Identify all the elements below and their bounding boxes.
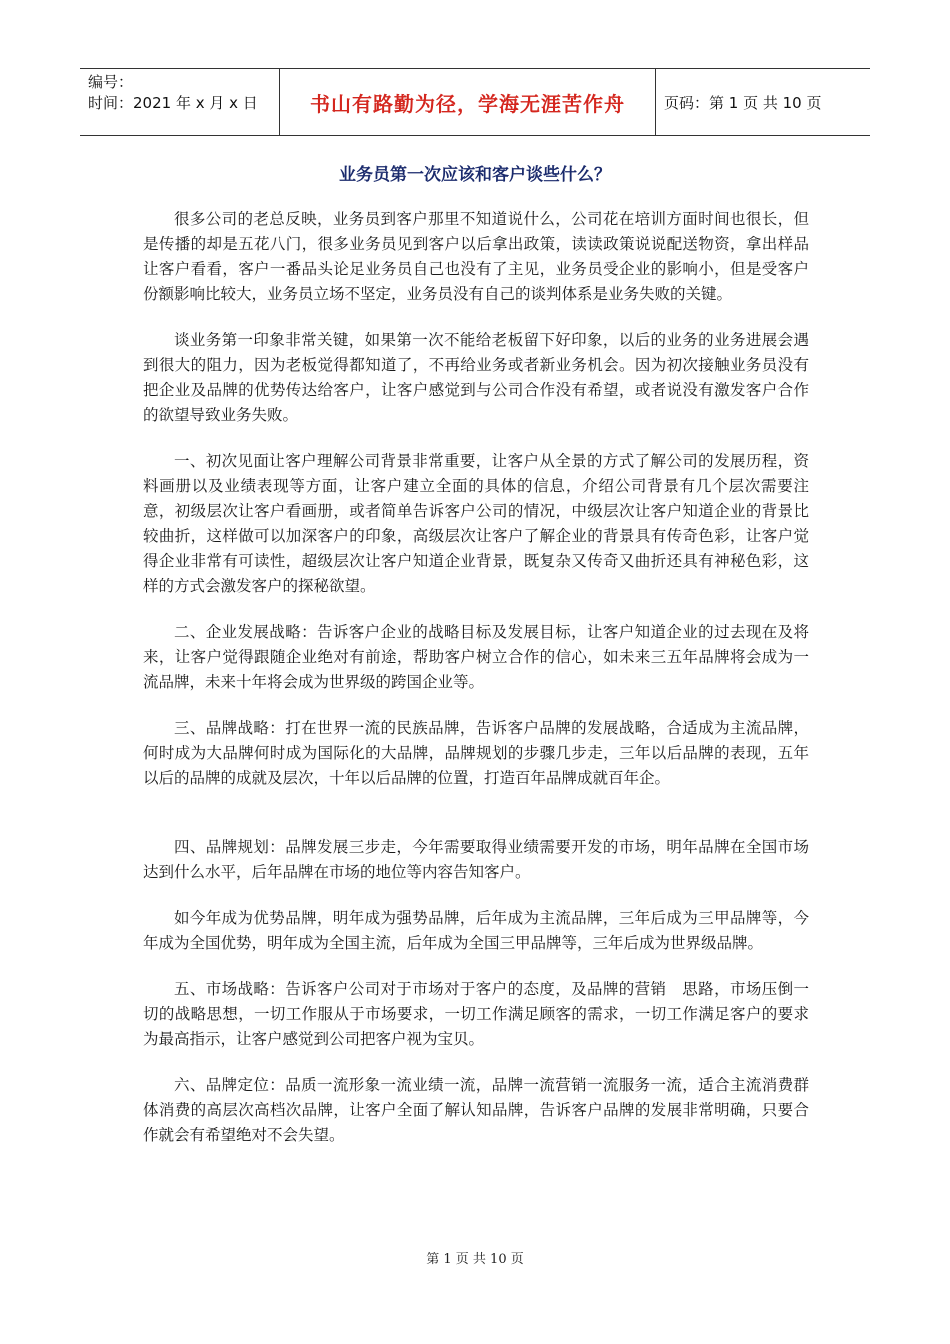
paragraph: 如今年成为优势品牌，明年成为强势品牌，后年成为主流品牌，三年后成为三甲品牌等，今年成为全国优势，明年成为全国主流，后年成为全国三甲品牌等，三年后成为世界级品牌。 [143,909,809,952]
header-page-info: 页码：第 1 页 共 10 页 [664,93,822,112]
paragraph: 一、初次见面让客户理解公司背景非常重要，让客户从全景的方式了解公司的发展历程，资料画册以及业绩表现等方面，让客户建立全面的具体的信息，介绍公司背景有几个层次需要注意，初级层次让客户看画册，或者简单告诉客户公司的情况，中级层次让客户知道企业的背景比较曲折，这样做可以加深客户的印象，高级层次让客户了解企业的背景具有传奇色彩，让客户觉得企业非常有可读性，超级层次让客户知道企业背景，既复杂又传奇又曲折还具有神秘色彩，这样的方式会激发客户的探秘欲望。 [143,452,809,595]
number-label: 编号： [88,73,134,91]
page-footer: 第 1 页 共 10 页 [426,1252,524,1267]
paragraph: 三、品牌战略：打在世界一流的民族品牌，告诉客户品牌的发展战略，合适成为主流品牌，何时成为大品牌何时成为国际化的大品牌，品牌规划的步骤几步走，三年以后品牌的表现，五年以后的品牌的成就及层次，十年以后品牌的位置，打造百年品牌成就百年企。 [143,719,809,787]
document-title: 业务员第一次应该和客户谈些什么？ [339,165,611,185]
document-body [143,207,809,1169]
paragraph: 六、品牌定位：品质一流形象一流业绩一流，品牌一流营销一流服务一流，适合主流消费群体消费的高层次高档次品牌，让客户全面了解认知品牌，告诉客户品牌的发展非常明确，只要合作就会有希望绝对不会失望。 [143,1076,809,1144]
paragraph: 很多公司的老总反映，业务员到客户那里不知道说什么，公司花在培训方面时间也很长，但是传播的却是五花八门，很多业务员见到客户以后拿出政策，读读政策说说配送物资，拿出样品让客户看看，客户一番品头论足业务员自己也没有了主见，业务员受企业的影响小，但是受客户份额影响比较大，业务员立场不坚定，业务员没有自己的谈判体系是业务失败的关键。 [143,210,809,303]
paragraph: 二、企业发展战略：告诉客户企业的战略目标及发展目标，让客户知道企业的过去现在及将来，让客户觉得跟随企业绝对有前途，帮助客户树立合作的信心，如未来三五年品牌将会成为一流品牌，未来十年将会成为世界级的跨国企业等。 [143,623,809,691]
header-meta-cell [80,69,280,135]
header-table [80,68,870,136]
date-label: 时间：2021 年 x 月 x 日 [88,94,258,112]
paragraph: 谈业务第一印象非常关键，如果第一次不能给老板留下好印象，以后的业务的业务进展会遇到很大的阻力，因为老板觉得都知道了，不再给业务或者新业务机会。因为初次接触业务员没有把企业及品牌的优势传达给客户，让客户感觉到与公司合作没有希望，或者说没有激发客户合作的欲望导致业务失败。 [143,331,809,424]
paragraph: 五、市场战略：告诉客户公司对于市场对于客户的态度，及品牌的营销 思路，市场压倒一切的战略思想，一切工作服从于市场要求，一切工作满足顾客的需求，一切工作满足客户的要求为最高指示，让客户感觉到公司把客户视为宝贝。 [143,980,809,1048]
header-motto: 书山有路勤为径，学海无涯苦作舟 [280,69,656,135]
paragraph: 四、品牌规划：品牌发展三步走，今年需要取得业绩需要开发的市场，明年品牌在全国市场达到什么水平，后年品牌在市场的地位等内容告知客户。 [143,838,809,881]
